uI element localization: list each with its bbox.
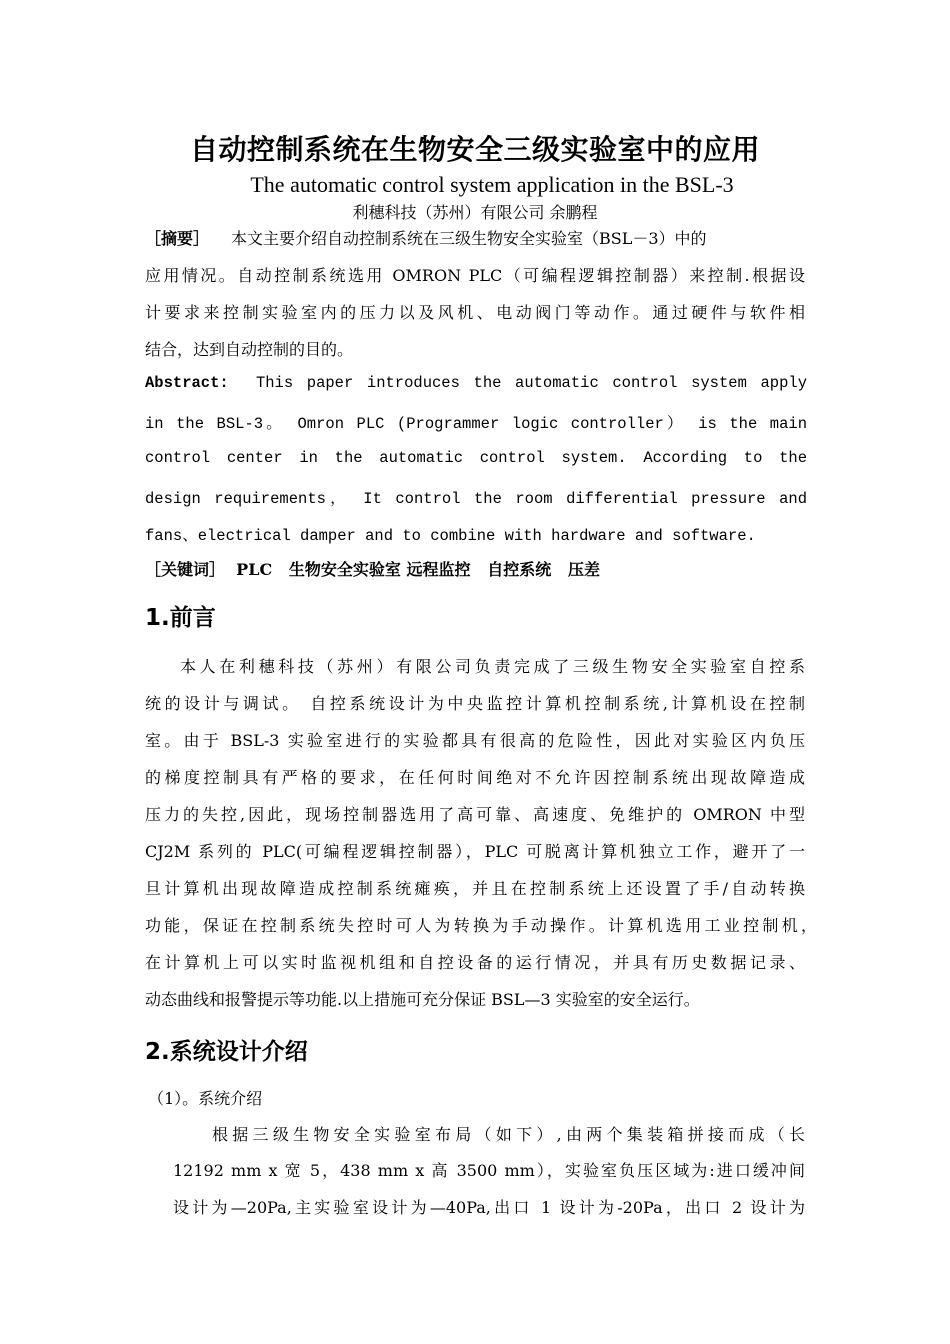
section-2-line-2: 12192 mm x 宽 5，438 mm x 高 3500 mm），实验室负压区域为:进口缓冲间 (173, 1161, 805, 1180)
section-2-subheading: （1）。系统介绍 (148, 1089, 263, 1108)
section-1-line-5: 压力的失控,因此，现场控制器选用了高可靠、高速度、免维护的 OMRON 中型 (145, 805, 805, 824)
keywords-label: ［关键词］ (145, 560, 226, 579)
abstract-en-line-4: design requirements， It control the room differential pressure and (145, 490, 807, 508)
keywords-line (145, 557, 600, 580)
section-2-heading: 2.系统设计介绍 (145, 1039, 308, 1065)
abstract-en-line-5: fans、electrical damper and to combine with hardware and software. (145, 527, 756, 545)
keyword-4: 自控系统 (487, 560, 552, 579)
keyword-3: 远程监控 (406, 560, 471, 579)
section-1-line-6: CJ2M 系列的 PLC(可编程逻辑控制器），PLC 可脱离计算机独立工作，避开了一 (145, 842, 805, 861)
section-1-line-8: 功能，保证在控制系统失控时可人为转换为手动操作。计算机选用工业控制机， (145, 916, 817, 935)
abstract-zh-line-4: 结合，达到自动控制的目的。 (145, 340, 354, 359)
section-1-line-1: 本人在利穗科技（苏州）有限公司负责完成了三级生物安全实验室自控系 (180, 657, 805, 676)
document-subtitle: The automatic control system application in the BSL-3 (250, 172, 734, 197)
section-1-line-3: 室。由于 BSL-3 实验室进行的实验都具有很高的危险性，因此对实验区内负压 (145, 731, 805, 750)
keyword-2: 生物安全实验室 (288, 560, 401, 579)
section-2-line-1: 根据三级生物安全实验室布局（如下）,由两个集装箱拼接而成（长 (212, 1125, 805, 1144)
section-2-line-3: 设计为—20Pa,主实验室设计为—40Pa,出口 1 设计为-20Pa，出口 2 设计为 (173, 1198, 805, 1217)
keyword-1: PLC (236, 560, 273, 579)
abstract-zh-text: 本文主要介绍自动控制系统在三级生物安全实验室（BSL－3）中的 (231, 229, 707, 248)
abstract-en-label: Abstract: (145, 374, 229, 392)
section-1-line-10: 动态曲线和报警提示等功能.以上措施可充分保证 BSL—3 实验室的安全运行。 (145, 990, 700, 1009)
section-1-line-9: 在计算机上可以实时监视机组和自控设备的运行情况，并具有历史数据记录、 (145, 953, 805, 972)
abstract-en-line-1 (145, 374, 807, 392)
section-1-heading: 1.前言 (145, 605, 216, 631)
abstract-en-line-3: control center in the automatic control system. According to the (145, 449, 807, 467)
section-1-line-7: 旦计算机出现故障造成控制系统瘫痪，并且在控制系统上还设置了手/自动转换 (145, 879, 805, 898)
abstract-zh-line-2: 应用情况。自动控制系统选用 OMRON PLC（可编程逻辑控制器）来控制.根据设 (145, 266, 805, 285)
abstract-zh-line-3: 计要求来控制实验室内的压力以及风机、电动阀门等动作。通过硬件与软件相 (145, 303, 805, 322)
document-author: 利穗科技（苏州）有限公司 余鹏程 (352, 203, 598, 222)
document-title: 自动控制系统在生物安全三级实验室中的应用 (189, 133, 760, 166)
abstract-zh-label: ［摘要］ (145, 229, 210, 248)
abstract-en-line-2: in the BSL-3。 Omron PLC (Programmer logic controller） is the main (145, 415, 807, 433)
abstract-zh-line-1 (145, 226, 707, 249)
section-1-line-2: 统的设计与调试。 自控系统设计为中央监控计算机控制系统,计算机设在控制 (145, 694, 805, 713)
abstract-en-text: This paper introduces the automatic control system apply (255, 374, 808, 392)
keyword-5: 压差 (567, 560, 600, 579)
section-1-line-4: 的梯度控制具有严格的要求，在任何时间绝对不允许因控制系统出现故障造成 (145, 768, 805, 787)
